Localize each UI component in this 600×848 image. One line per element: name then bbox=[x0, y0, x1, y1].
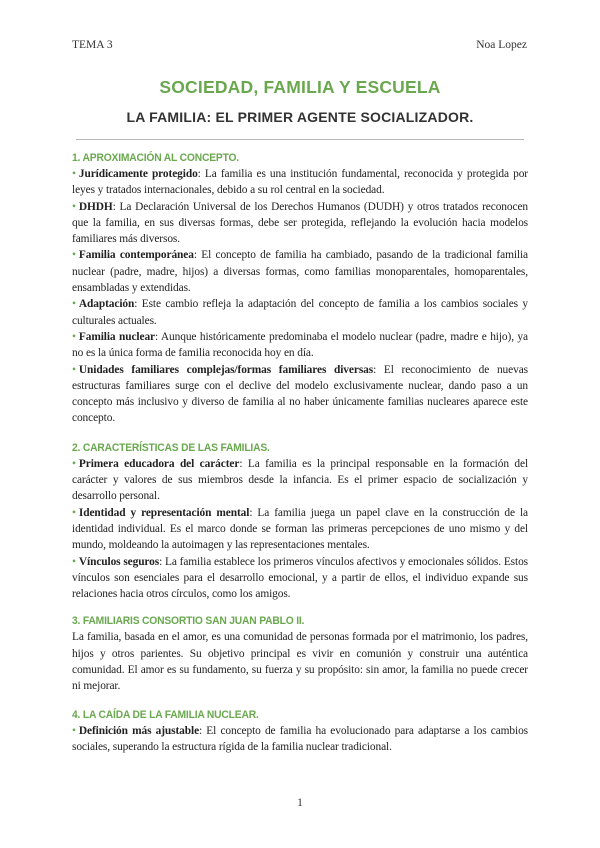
list-item bbox=[72, 362, 528, 427]
section-heading-1: 1. APROXIMACIÓN AL CONCEPTO. bbox=[72, 152, 239, 164]
list-item bbox=[72, 166, 528, 199]
section-heading-4: 4. LA CAÍDA DE LA FAMILIA NUCLEAR. bbox=[72, 708, 259, 721]
item-term: Unidades familiares complejas/formas familiares diversas bbox=[78, 363, 374, 376]
item-text: : La Declaración Universal de los Derechos Humanos (DUDH) y otros tratados reconocen que la familia, en sus diversas formas, debe ser protegida, reflejando la evolución hacia modelos familiares más diversos. bbox=[72, 200, 528, 246]
horizontal-divider bbox=[76, 139, 524, 140]
bullet-icon: • bbox=[72, 200, 76, 213]
bullet-icon: • bbox=[72, 555, 76, 568]
item-text: : Aunque históricamente predominaba el modelo nuclear (padre, madre e hijo), ya no es la única forma de familia reconocida hoy en día. bbox=[72, 330, 528, 360]
list-item bbox=[72, 505, 528, 554]
item-text: : Este cambio refleja la adaptación del concepto de familia a los cambios sociales y culturales actuales. bbox=[72, 298, 528, 327]
header-left: TEMA 3 bbox=[72, 39, 113, 51]
section-heading-3: 3. FAMILIARIS CONSORTIO SAN JUAN PABLO II. bbox=[72, 615, 305, 628]
page-number: 1 bbox=[297, 797, 303, 809]
bullet-icon: • bbox=[72, 168, 76, 180]
item-term: Jurídicamente protegido bbox=[78, 168, 198, 180]
item-term: Familia contemporánea bbox=[78, 249, 194, 262]
bullet-icon: • bbox=[72, 249, 76, 262]
list-item bbox=[72, 329, 528, 362]
item-text: : El reconocimiento de nuevas estructuras familiares surge con el declive del modelo exclusivamente nuclear, dando paso a un concepto más inclusivo y diverso de familia al no haber únicamente familias nucleares aparece este concepto. bbox=[72, 363, 528, 425]
bullet-icon: • bbox=[72, 506, 76, 519]
item-text: : La familia es una institución fundamental, reconocida y protegida por leyes y tratados internacionales, debido a su rol central en la sociedad. bbox=[72, 168, 528, 197]
item-term: Familia nuclear bbox=[78, 330, 155, 343]
bullet-icon: • bbox=[72, 298, 76, 311]
bullet-icon: • bbox=[72, 724, 76, 737]
item-term: Identidad y representación mental bbox=[78, 506, 250, 519]
item-term: Definición más ajustable bbox=[78, 724, 200, 737]
item-text: : El concepto de familia ha evolucionado para adaptarse a los cambios sociales, superando la estructura rígida de la familia nuclear tradicional. bbox=[72, 724, 528, 753]
list-item bbox=[72, 723, 528, 756]
document-body bbox=[72, 150, 528, 755]
list-item bbox=[72, 199, 528, 248]
bullet-icon: • bbox=[72, 363, 76, 376]
item-text: : La familia es la principal responsable en la formación del carácter y valores de sus miembros desde la infancia. Es el primer espacio de socialización y desarrollo personal. bbox=[72, 457, 529, 503]
header-right: Noa Lopez bbox=[476, 39, 527, 51]
bullet-icon: • bbox=[72, 457, 76, 470]
section-heading-2: 2. CARACTERÍSTICAS DE LAS FAMILIAS. bbox=[72, 441, 270, 454]
list-item bbox=[72, 247, 528, 296]
item-text: : El concepto de familia ha cambiado, pasando de la tradicional familia nuclear (padre, madre, hijos) a diversas formas, como familias monoparentales, homoparentales, ensambladas y extendidas. bbox=[72, 249, 528, 295]
section-paragraph: La familia, basada en el amor, es una comunidad de personas formada por el matrimonio, los padres, hijos y otros parientes. Su objetivo principal es vivir en comunión y construir una auténtica comunidad. El amor es su fundamento, su fuerza y su propósito: sin amor, la familia no puede crecer ni mejorar. bbox=[72, 631, 528, 693]
item-text: : La familia juega un papel clave en la construcción de la identidad individual. Es el marco donde se forman las primeras percepciones de uno mismo y del mundo, moldeando la autoimagen y las representaciones mentales. bbox=[72, 506, 528, 552]
list-item bbox=[72, 456, 528, 505]
document-title: SOCIEDAD, FAMILIA Y ESCUELA bbox=[159, 77, 441, 97]
list-item bbox=[72, 296, 528, 329]
item-term: Vínculos seguros bbox=[78, 555, 160, 568]
item-text: : La familia establece los primeros vínculos afectivos y emocionales sólidos. Estos vínculos son esenciales para el desarrollo emocional, y a partir de ellos, el individuo expande sus relaciones hacia otros círculos, como los amigos. bbox=[72, 555, 529, 601]
item-term: DHDH bbox=[78, 200, 113, 213]
list-item bbox=[72, 554, 528, 603]
item-term: Primera educadora del carácter bbox=[78, 457, 240, 470]
document-subtitle: LA FAMILIA: EL PRIMER AGENTE SOCIALIZADOR. bbox=[126, 109, 474, 125]
bullet-icon: • bbox=[72, 330, 76, 343]
item-term: Adaptación bbox=[78, 298, 135, 311]
